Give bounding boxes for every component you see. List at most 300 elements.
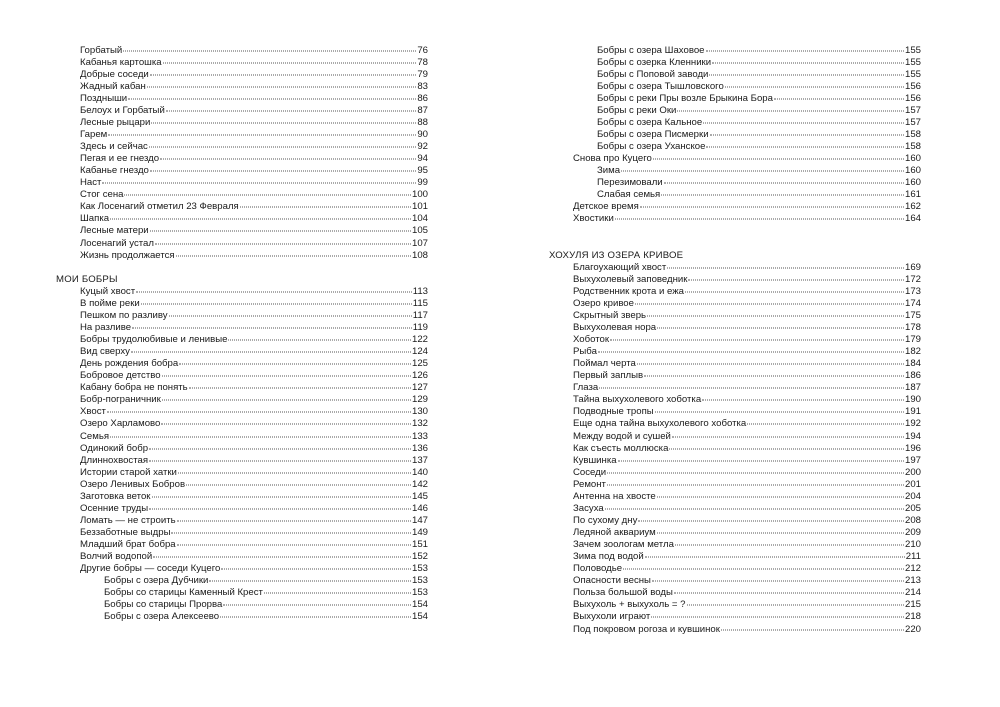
dot-leader xyxy=(149,448,411,449)
toc-entry-page-number: 92 xyxy=(417,141,428,152)
toc-entry[interactable] xyxy=(549,431,921,443)
toc-entry[interactable] xyxy=(549,165,921,177)
toc-entry-page-number: 200 xyxy=(904,466,921,478)
toc-entry-title: Опасности весны xyxy=(573,575,651,587)
toc-entry[interactable] xyxy=(56,213,428,225)
toc-right-column xyxy=(549,45,921,636)
toc-entry-title: Кувшинка xyxy=(573,454,617,466)
toc-entry[interactable] xyxy=(549,503,921,515)
toc-entry-title: Заготовка веток xyxy=(80,490,151,502)
toc-entry-page-number: 155 xyxy=(904,44,921,56)
toc-entry[interactable] xyxy=(56,334,428,346)
toc-entry-page-number: 136 xyxy=(411,442,428,454)
dot-leader xyxy=(162,376,411,377)
toc-entry-title: Здесь и сейчас xyxy=(80,141,148,152)
dot-leader xyxy=(638,520,904,521)
toc-entry-title: Бобры с озера Уханское xyxy=(597,141,706,152)
toc-entry[interactable] xyxy=(56,503,428,515)
dot-leader xyxy=(669,448,904,449)
dot-leader xyxy=(149,147,416,148)
dot-leader xyxy=(223,605,411,606)
toc-entry-title: Наст xyxy=(80,177,102,189)
toc-entry-title: Младший брат бобра xyxy=(80,539,176,551)
section-spacer xyxy=(549,225,921,237)
toc-entry[interactable] xyxy=(56,418,428,430)
toc-entry-title: Хоботок xyxy=(573,334,610,345)
toc-entry[interactable] xyxy=(56,250,428,262)
toc-entry[interactable] xyxy=(549,177,921,189)
toc-entry-title: Польза большой воды xyxy=(573,587,673,599)
toc-entry[interactable] xyxy=(549,611,921,623)
toc-entry[interactable] xyxy=(56,358,428,370)
toc-entry[interactable] xyxy=(56,298,428,310)
toc-entry-title: В пойме реки xyxy=(80,297,140,309)
toc-entry[interactable] xyxy=(549,346,921,358)
dot-leader xyxy=(710,134,904,135)
toc-entry-page-number: 162 xyxy=(904,201,921,213)
toc-entry-title: Беззаботные выдры xyxy=(80,527,171,538)
toc-entry-title: Выхухолевая нора xyxy=(573,321,657,333)
toc-entry-page-number: 152 xyxy=(411,551,428,563)
dot-leader xyxy=(150,74,417,75)
dot-leader xyxy=(640,207,904,208)
toc-entry-page-number: 190 xyxy=(904,394,921,406)
toc-entry-title: Озеро Харламово xyxy=(80,418,161,430)
dot-leader xyxy=(152,496,411,497)
dot-leader xyxy=(653,159,904,160)
toc-entry[interactable] xyxy=(56,587,428,599)
toc-entry-page-number: 132 xyxy=(411,418,428,430)
toc-entry-page-number: 142 xyxy=(411,478,428,490)
toc-entry-page-number: 155 xyxy=(904,56,921,68)
toc-entry-title: Подводные тропы xyxy=(573,406,654,418)
toc-entry[interactable] xyxy=(549,274,921,286)
toc-entry[interactable] xyxy=(549,286,921,298)
toc-entry[interactable] xyxy=(549,45,921,57)
toc-entry[interactable] xyxy=(56,382,428,394)
toc-entry-title: Куцый хвост xyxy=(80,285,136,297)
dot-leader xyxy=(645,557,905,558)
toc-entry[interactable] xyxy=(549,129,921,141)
dot-leader xyxy=(598,352,904,353)
toc-entry[interactable] xyxy=(56,189,428,201)
toc-entry-page-number: 99 xyxy=(417,177,428,189)
toc-entry-page-number: 201 xyxy=(904,478,921,490)
toc-entry[interactable] xyxy=(549,575,921,587)
dot-leader xyxy=(721,629,904,630)
toc-entry-title: Как съесть моллюска xyxy=(573,442,669,454)
toc-entry-title: Соседи xyxy=(573,466,607,478)
toc-entry-title: Еще одна тайна выхухолевого хоботка xyxy=(573,418,747,430)
toc-entry-page-number: 157 xyxy=(904,116,921,128)
toc-entry[interactable] xyxy=(549,117,921,129)
toc-entry-title: Семья xyxy=(80,430,110,442)
toc-entry-title: Хвостики xyxy=(573,213,614,225)
dot-leader xyxy=(621,171,904,172)
toc-entry[interactable] xyxy=(56,81,428,93)
toc-entry[interactable] xyxy=(56,575,428,587)
toc-entry[interactable] xyxy=(56,165,428,177)
toc-entry[interactable] xyxy=(56,93,428,105)
toc-entry[interactable] xyxy=(549,382,921,394)
toc-entry-page-number: 155 xyxy=(904,68,921,80)
toc-entry-title: Снова про Куцего xyxy=(573,153,652,165)
toc-entry-title: Зима под водой xyxy=(573,551,644,563)
dot-leader xyxy=(177,545,411,546)
toc-entry-title: Белоух и Горбатый xyxy=(80,104,165,116)
toc-entry-page-number: 160 xyxy=(904,165,921,177)
toc-entry-page-number: 173 xyxy=(904,285,921,297)
toc-entry[interactable] xyxy=(56,225,428,237)
toc-entry[interactable] xyxy=(56,455,428,467)
toc-entry-page-number: 172 xyxy=(904,273,921,285)
dot-leader xyxy=(618,460,904,461)
toc-entry[interactable] xyxy=(549,370,921,382)
dot-leader xyxy=(264,593,411,594)
toc-entry-page-number: 154 xyxy=(411,599,428,611)
toc-entry-page-number: 215 xyxy=(904,599,921,611)
toc-entry[interactable] xyxy=(549,467,921,479)
toc-entry-title: Детское время xyxy=(573,201,639,213)
toc-entry-title: Зима xyxy=(597,165,621,177)
dot-leader xyxy=(151,122,416,123)
toc-entry[interactable] xyxy=(549,310,921,322)
toc-entry-page-number: 78 xyxy=(417,56,428,68)
toc-entry-title: День рождения бобра xyxy=(80,358,179,370)
toc-entry[interactable] xyxy=(549,358,921,370)
toc-entry-title: Жадный кабан xyxy=(80,80,146,92)
dot-leader xyxy=(657,496,904,497)
toc-entry[interactable] xyxy=(549,491,921,503)
toc-entry-title: Длиннохвостая xyxy=(80,454,149,466)
toc-entry-page-number: 208 xyxy=(904,514,921,526)
toc-entry[interactable] xyxy=(549,406,921,418)
dot-leader xyxy=(166,110,417,111)
toc-entry[interactable] xyxy=(56,286,428,298)
dot-leader xyxy=(712,62,904,63)
toc-entry-title: Шапка xyxy=(80,213,110,225)
toc-entry[interactable] xyxy=(56,467,428,479)
dot-leader xyxy=(615,219,904,220)
toc-entry[interactable] xyxy=(549,322,921,334)
dot-leader xyxy=(607,484,904,485)
dot-leader xyxy=(161,424,411,425)
toc-entry[interactable] xyxy=(549,141,921,153)
dot-leader xyxy=(610,340,904,341)
toc-entry[interactable] xyxy=(56,238,428,250)
section-heading: МОИ БОБРЫ xyxy=(56,273,118,285)
dot-leader xyxy=(153,557,411,558)
toc-entry-page-number: 156 xyxy=(904,80,921,92)
toc-entry[interactable] xyxy=(56,129,428,141)
toc-entry-page-number: 147 xyxy=(411,514,428,526)
toc-entry-title: Бобры с озера Кальное xyxy=(597,116,703,128)
dot-leader xyxy=(186,484,411,485)
dot-leader xyxy=(675,545,904,546)
toc-entry[interactable] xyxy=(56,479,428,491)
toc-entry[interactable] xyxy=(56,599,428,611)
toc-entry-title: Осенние труды xyxy=(80,502,149,514)
toc-entry-title: Ломать — не строить xyxy=(80,514,176,526)
toc-entry-page-number: 160 xyxy=(904,153,921,165)
toc-entry-title: Стог сена xyxy=(80,189,124,201)
toc-entry-page-number: 83 xyxy=(417,80,428,92)
toc-entry-page-number: 94 xyxy=(417,153,428,165)
toc-entry[interactable] xyxy=(56,527,428,539)
dot-leader xyxy=(709,74,904,75)
dot-leader xyxy=(664,183,904,184)
toc-entry[interactable] xyxy=(56,394,428,406)
toc-entry[interactable] xyxy=(56,177,428,189)
toc-entry-title: Пегая и ее гнездо xyxy=(80,153,160,165)
dot-leader xyxy=(774,98,904,99)
toc-entry-title: Засуха xyxy=(573,502,604,514)
toc-entry[interactable] xyxy=(56,443,428,455)
toc-entry-page-number: 86 xyxy=(417,92,428,104)
toc-entry-page-number: 187 xyxy=(904,382,921,394)
toc-entry[interactable] xyxy=(549,105,921,117)
toc-entry-title: Бобры со старицы Прорва xyxy=(104,599,223,611)
dot-leader xyxy=(160,159,416,160)
toc-entry-page-number: 156 xyxy=(904,92,921,104)
dot-leader xyxy=(150,231,411,232)
toc-entry-title: Зачем зоологам метла xyxy=(573,539,674,551)
toc-entry-title: Слабая семья xyxy=(597,189,661,201)
toc-entry[interactable] xyxy=(56,105,428,117)
toc-entry-page-number: 158 xyxy=(904,141,921,152)
dot-leader xyxy=(169,315,412,316)
toc-entry-title: Жизнь продолжается xyxy=(80,249,175,261)
dot-leader xyxy=(607,472,904,473)
dot-leader xyxy=(131,352,411,353)
toc-entry[interactable] xyxy=(549,69,921,81)
toc-entry-title: Бобры трудолюбивые и ленивые xyxy=(80,334,228,345)
toc-entry-title: Первый заплыв xyxy=(573,370,644,382)
toc-entry-page-number: 184 xyxy=(904,358,921,370)
toc-entry-page-number: 161 xyxy=(904,189,921,201)
toc-entry[interactable] xyxy=(56,141,428,153)
toc-entry-title: Поздныши xyxy=(80,92,128,104)
toc-entry[interactable] xyxy=(56,431,428,443)
toc-entry-page-number: 113 xyxy=(412,285,428,297)
dot-leader xyxy=(149,460,411,461)
toc-entry-page-number: 124 xyxy=(411,346,428,358)
toc-entry[interactable] xyxy=(549,599,921,611)
toc-entry-title: Поймал черта xyxy=(573,358,636,370)
toc-entry-page-number: 129 xyxy=(411,394,428,406)
toc-entry[interactable] xyxy=(56,551,428,563)
toc-entry[interactable] xyxy=(549,551,921,563)
toc-entry[interactable] xyxy=(56,322,428,334)
toc-entry[interactable] xyxy=(56,201,428,213)
toc-entry-title: Кабану бобра не понять xyxy=(80,382,188,394)
toc-entry-page-number: 179 xyxy=(904,334,921,345)
dot-leader xyxy=(136,291,412,292)
toc-entry[interactable] xyxy=(56,69,428,81)
dot-leader xyxy=(123,50,416,51)
toc-entry[interactable] xyxy=(549,262,921,274)
toc-entry-title: Вид сверху xyxy=(80,346,130,358)
dot-leader xyxy=(102,183,416,184)
toc-entry[interactable] xyxy=(56,406,428,418)
toc-entry-title: Скрытный зверь xyxy=(573,309,647,321)
toc-entry-page-number: 119 xyxy=(412,321,428,333)
toc-entry-page-number: 104 xyxy=(411,213,428,225)
toc-entry-title: Одинокий бобр xyxy=(80,442,149,454)
toc-entry[interactable] xyxy=(549,527,921,539)
toc-entry-page-number: 196 xyxy=(904,442,921,454)
toc-entry[interactable] xyxy=(549,298,921,310)
toc-entry[interactable] xyxy=(56,370,428,382)
toc-entry-page-number: 137 xyxy=(411,454,428,466)
toc-entry[interactable] xyxy=(549,479,921,491)
dot-leader xyxy=(655,412,904,413)
toc-entry-title: На разливе xyxy=(80,321,132,333)
toc-entry[interactable] xyxy=(549,189,921,201)
toc-entry-title: Бобры с реки Оки xyxy=(597,104,677,116)
toc-entry-page-number: 100 xyxy=(411,189,428,201)
toc-entry-title: Половодье xyxy=(573,563,623,575)
toc-entry[interactable] xyxy=(56,611,428,623)
toc-entry[interactable] xyxy=(549,563,921,575)
toc-entry[interactable] xyxy=(56,153,428,165)
dot-leader xyxy=(141,303,412,304)
dot-leader xyxy=(667,267,904,268)
toc-entry-title: Озеро кривое xyxy=(573,297,634,309)
toc-entry-page-number: 122 xyxy=(411,334,428,345)
dot-leader xyxy=(179,364,411,365)
toc-entry-page-number: 149 xyxy=(411,527,428,538)
toc-entry-title: Как Лосенагий отметил 23 Февраля xyxy=(80,201,239,213)
toc-entry-title: Благоухающий хвост xyxy=(573,261,667,273)
dot-leader xyxy=(677,110,904,111)
toc-entry[interactable] xyxy=(549,624,921,636)
toc-entry-title: Горбатый xyxy=(80,44,123,56)
toc-entry-title: Тайна выхухолевого хоботка xyxy=(573,394,702,406)
dot-leader xyxy=(110,219,411,220)
dot-leader xyxy=(163,62,417,63)
toc-entry-page-number: 115 xyxy=(412,297,428,309)
toc-entry[interactable] xyxy=(549,93,921,105)
toc-entry[interactable] xyxy=(56,346,428,358)
toc-entry-title: Бобры с озера Писмерки xyxy=(597,128,709,140)
toc-entry-page-number: 108 xyxy=(411,249,428,261)
toc-entry-title: Гарем xyxy=(80,128,108,140)
toc-entry[interactable] xyxy=(549,515,921,527)
dot-leader xyxy=(209,581,411,582)
toc-entry[interactable] xyxy=(56,491,428,503)
toc-entry-title: Бобры с озера Дубчики xyxy=(104,575,209,587)
toc-entry[interactable] xyxy=(56,515,428,527)
toc-entry-title: Бобры с Поповой заводи xyxy=(597,68,709,80)
toc-entry-title: Выхухолевый заповедник xyxy=(573,273,688,285)
dot-leader xyxy=(725,86,904,87)
toc-entry-title: Бобровое детство xyxy=(80,370,161,382)
toc-entry-title: Бобры с озерка Кленники xyxy=(597,56,712,68)
toc-entry-page-number: 204 xyxy=(904,490,921,502)
toc-entry[interactable] xyxy=(549,153,921,165)
toc-entry-title: Хвост xyxy=(80,406,106,418)
toc-entry[interactable] xyxy=(549,418,921,430)
toc-entry-page-number: 153 xyxy=(411,587,428,599)
toc-entry[interactable] xyxy=(56,563,428,575)
dot-leader xyxy=(177,520,411,521)
toc-entry[interactable] xyxy=(549,455,921,467)
dot-leader xyxy=(155,243,411,244)
dot-leader xyxy=(107,412,411,413)
toc-entry-title: Бобры с реки Пры возле Брыкина Бора xyxy=(597,92,773,104)
toc-entry-page-number: 87 xyxy=(417,104,428,116)
toc-entry-page-number: 197 xyxy=(904,454,921,466)
section-heading: ХОХУЛЯ ИЗ ОЗЕРА КРИВОЕ xyxy=(549,249,684,261)
toc-entry[interactable] xyxy=(56,117,428,129)
toc-entry-title: Ледяной аквариум xyxy=(573,527,656,538)
dot-leader xyxy=(132,327,412,328)
toc-entry-title: Бобры с озера Алексеево xyxy=(104,611,220,623)
toc-entry-page-number: 205 xyxy=(904,502,921,514)
dot-leader xyxy=(124,195,411,196)
toc-entry[interactable] xyxy=(549,213,921,225)
dot-leader xyxy=(672,436,904,437)
toc-entry-page-number: 211 xyxy=(905,551,921,563)
dot-leader xyxy=(647,315,904,316)
toc-entry[interactable] xyxy=(56,45,428,57)
toc-entry-title: Перезимовали xyxy=(597,177,663,189)
toc-entry[interactable] xyxy=(549,57,921,69)
toc-entry-page-number: 154 xyxy=(411,611,428,623)
toc-entry-page-number: 153 xyxy=(411,575,428,587)
toc-entry[interactable] xyxy=(56,310,428,322)
toc-entry[interactable] xyxy=(549,81,921,93)
toc-entry[interactable] xyxy=(549,587,921,599)
toc-entry-page-number: 145 xyxy=(411,490,428,502)
toc-entry[interactable] xyxy=(549,443,921,455)
toc-entry-page-number: 125 xyxy=(411,358,428,370)
toc-entry-page-number: 186 xyxy=(904,370,921,382)
toc-entry[interactable] xyxy=(549,394,921,406)
toc-entry-title: Родственник крота и ежа xyxy=(573,285,684,297)
dot-leader xyxy=(657,327,904,328)
toc-entry-title: Истории старой хатки xyxy=(80,466,177,478)
toc-entry-title: По сухому дну xyxy=(573,514,638,526)
dot-leader xyxy=(221,569,411,570)
dot-leader xyxy=(623,569,904,570)
toc-entry[interactable] xyxy=(549,201,921,213)
dot-leader xyxy=(685,291,904,292)
toc-entry-page-number: 220 xyxy=(904,623,921,635)
toc-entry-page-number: 133 xyxy=(411,430,428,442)
toc-entry[interactable] xyxy=(549,334,921,346)
toc-entry-title: Под покровом рогоза и кувшинок xyxy=(573,623,720,635)
dot-leader xyxy=(644,376,904,377)
dot-leader xyxy=(178,472,411,473)
dot-leader xyxy=(747,424,904,425)
dot-leader xyxy=(150,171,416,172)
dot-leader xyxy=(635,303,904,304)
dot-leader xyxy=(176,255,411,256)
dot-leader xyxy=(171,533,411,534)
toc-entry-page-number: 130 xyxy=(411,406,428,418)
toc-entry-title: Пешком по разливу xyxy=(80,309,168,321)
toc-entry-page-number: 158 xyxy=(904,128,921,140)
toc-entry[interactable] xyxy=(56,57,428,69)
toc-entry[interactable] xyxy=(56,539,428,551)
toc-entry-page-number: 174 xyxy=(904,297,921,309)
dot-leader xyxy=(605,508,904,509)
toc-entry[interactable] xyxy=(549,539,921,551)
toc-entry-title: Кабанье гнездо xyxy=(80,165,149,177)
dot-leader xyxy=(706,50,904,51)
